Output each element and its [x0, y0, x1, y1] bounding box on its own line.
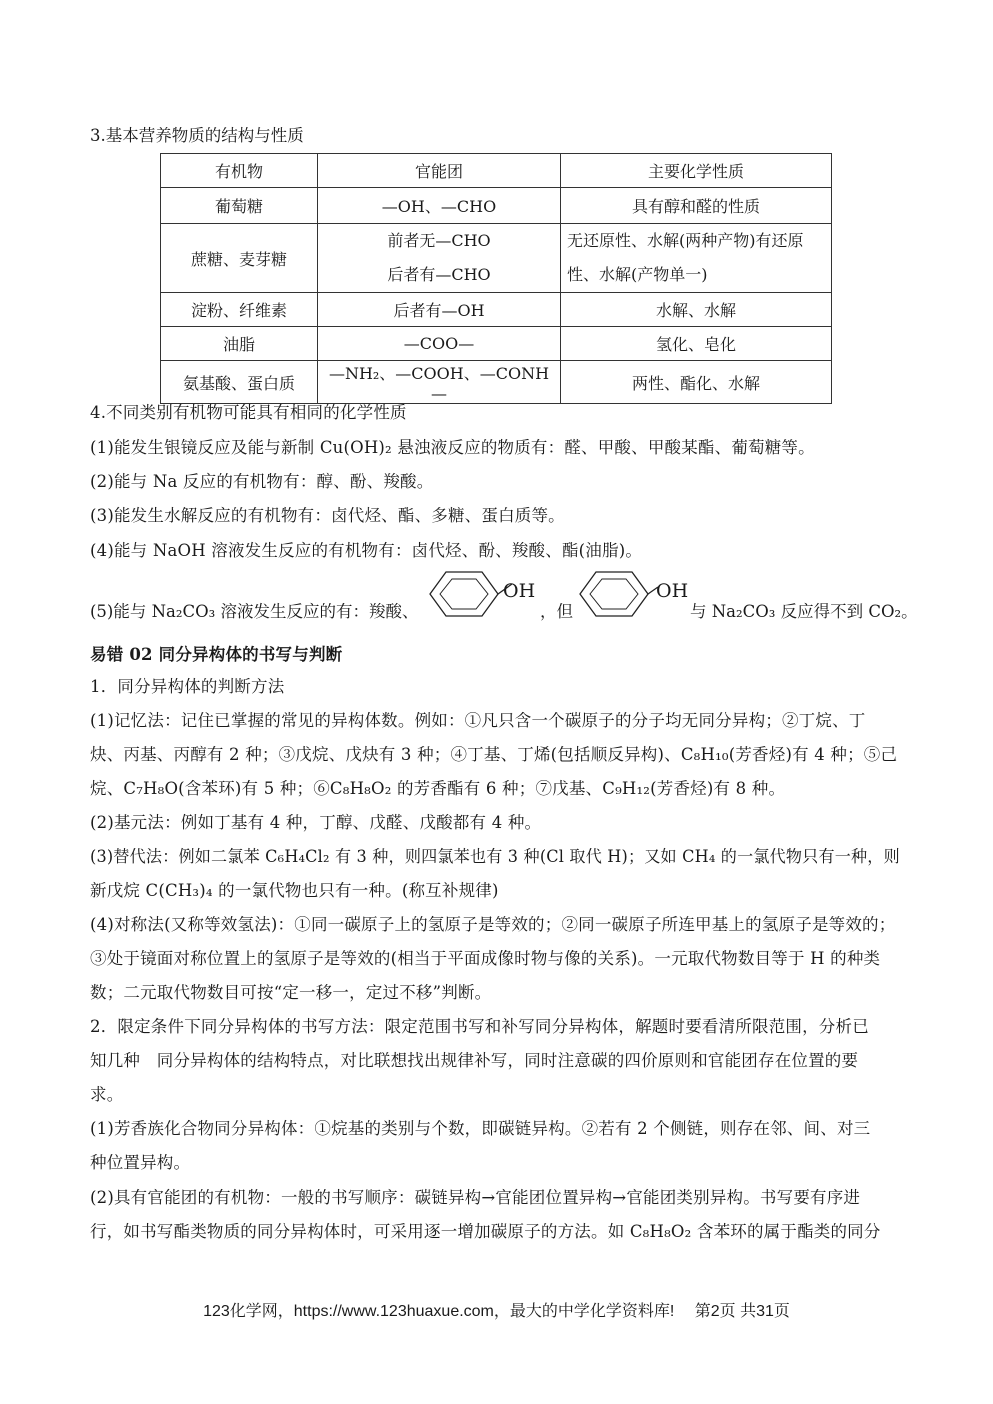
phenol-oh-label-2: OH	[656, 580, 689, 602]
cell-group	[318, 224, 561, 293]
p2-line-b: 炔、丙基、丙醇有 2 种；③戊烷、戊炔有 3 种；④丁基、丁烯(包括顺反异构)、C₈H₁₀(芳香烃)有 4 种；⑤己	[90, 745, 898, 764]
table-row	[161, 188, 832, 224]
phenol-structure-1	[412, 568, 512, 620]
cell-prop-line: 无还原性、水解(两种产物)有还原	[567, 231, 804, 250]
section-4-title: 4.不同类别有机物可能具有相同的化学性质	[90, 403, 407, 422]
s4-item-4: (4)能与 NaOH 溶液发生反应的有机物有：卤代烃、酚、羧酸、酯(油脂)。	[90, 541, 643, 560]
phenol-oh-label-1: OH	[503, 580, 536, 602]
cell-prop: 氢化、皂化	[561, 327, 832, 361]
p2-line-a: (1)记忆法：记住已掌握的常见的异构体数。例如：①凡只含一个碳原子的分子均无同分异构；②丁烷、丁	[90, 711, 866, 730]
cell-group: —NH₂、—COOH、—CONH—	[318, 361, 561, 404]
table-header-row	[161, 154, 832, 188]
p8-line-a: (2)具有官能团的有机物：一般的书写顺序：碳链异构→官能团位置异构→官能团类别异构。书写要有序进	[90, 1188, 861, 1207]
cell-name: 蔗糖、麦芽糖	[161, 224, 318, 293]
table-row	[161, 224, 832, 293]
p6-line-c: 求。	[90, 1085, 124, 1104]
cell-group-line: 前者无—CHO	[387, 231, 491, 250]
table-row	[161, 361, 832, 404]
p5-line-a: (4)对称法(又称等效氢法)：①同一碳原子上的氢原子是等效的；②同一碳原子所连甲基上的氢原子是等效的；	[90, 915, 896, 934]
header-chemical-property: 主要化学性质	[561, 154, 832, 188]
cell-prop	[561, 224, 832, 293]
p5-line-b: ③处于镜面对称位置上的氢原子是等效的(相当于平面成像时物与像的关系)。一元取代物数目等于 H 的种类	[90, 949, 881, 968]
p1: 1．同分异构体的判断方法	[90, 677, 285, 696]
cell-name: 氨基酸、蛋白质	[161, 361, 318, 404]
s4-item-5-middle: ，但	[540, 602, 573, 621]
p2-line-c: 烷、C₇H₈O(含苯环)有 5 种；⑥C₈H₈O₂ 的芳香酯有 6 种；⑦戊基、C₉H₁₂(芳香烃)有 8 种。	[90, 779, 786, 798]
cell-name: 葡萄糖	[161, 188, 318, 224]
p8-line-b: 行，如书写酯类物质的同分异构体时，可采用逐一增加碳原子的方法。如 C₈H₈O₂ 含苯环的属于酯类的同分	[90, 1222, 881, 1241]
table-row	[161, 293, 832, 327]
s4-item-5-suffix: 与 Na₂CO₃ 反应得不到 CO₂。	[690, 602, 918, 621]
p3: (2)基元法：例如丁基有 4 种，丁醇、戊醛、戊酸都有 4 种。	[90, 813, 542, 832]
p5-line-c: 数；二元取代物数目可按“定一移一，定过不移”判断。	[90, 983, 492, 1002]
p6-line-b: 知几种 同分异构体的结构特点，对比联想找出规律补写，同时注意碳的四价原则和官能团存在位置的要	[90, 1051, 859, 1070]
cell-group: —OH、—CHO	[318, 188, 561, 224]
p4-line-b: 新戊烷 C(CH₃)₄ 的一氯代物也只有一种。(称互补规律)	[90, 881, 499, 900]
cell-prop: 水解、水解	[561, 293, 832, 327]
cell-group: 后者有—OH	[318, 293, 561, 327]
s4-item-1: (1)能发生银镜反应及能与新制 Cu(OH)₂ 悬浊液反应的物质有：醛、甲酸、甲酸某酯、葡萄糖等。	[90, 438, 815, 457]
cell-name: 油脂	[161, 327, 318, 361]
cell-prop: 具有醇和醛的性质	[561, 188, 832, 224]
cell-prop: 两性、酯化、水解	[561, 361, 832, 404]
page-footer: 123化学网，https://www.123huaxue.com，最大的中学化学资料库! 第2页 共31页	[203, 1303, 790, 1320]
section-3-title: 3.基本营养物质的结构与性质	[90, 126, 304, 145]
error-02-title: 易错 02 同分异构体的书写与判断	[90, 645, 343, 664]
header-organic: 有机物	[161, 154, 318, 188]
nutrients-table	[160, 153, 832, 404]
table-row	[161, 327, 832, 361]
s4-item-2: (2)能与 Na 反应的有机物有：醇、酚、羧酸。	[90, 472, 434, 491]
p7-line-a: (1)芳香族化合物同分异构体：①烷基的类别与个数，即碳链异构。②若有 2 个侧链，则存在邻、间、对三	[90, 1119, 871, 1138]
cell-prop-line: 性、水解(产物单一)	[567, 265, 708, 284]
cell-group-line: 后者有—CHO	[387, 265, 491, 284]
p4-line-a: (3)替代法：例如二氯苯 C₆H₄Cl₂ 有 3 种，则四氯苯也有 3 种(Cl 取代 H)；又如 CH₄ 的一氯代物只有一种，则	[90, 847, 900, 866]
p7-line-b: 种位置异构。	[90, 1153, 191, 1172]
cell-name: 淀粉、纤维素	[161, 293, 318, 327]
phenol-structure-2	[570, 568, 670, 620]
s4-item-3: (3)能发生水解反应的有机物有：卤代烃、酯、多糖、蛋白质等。	[90, 506, 565, 525]
s4-item-5-prefix: (5)能与 Na₂CO₃ 溶液发生反应的有：羧酸、	[90, 602, 419, 621]
cell-group: —COO—	[318, 327, 561, 361]
p6-line-a: 2．限定条件下同分异构体的书写方法：限定范围书写和补写同分异构体，解题时要看清所限范围，分析已	[90, 1017, 869, 1036]
header-functional-group: 官能团	[318, 154, 561, 188]
